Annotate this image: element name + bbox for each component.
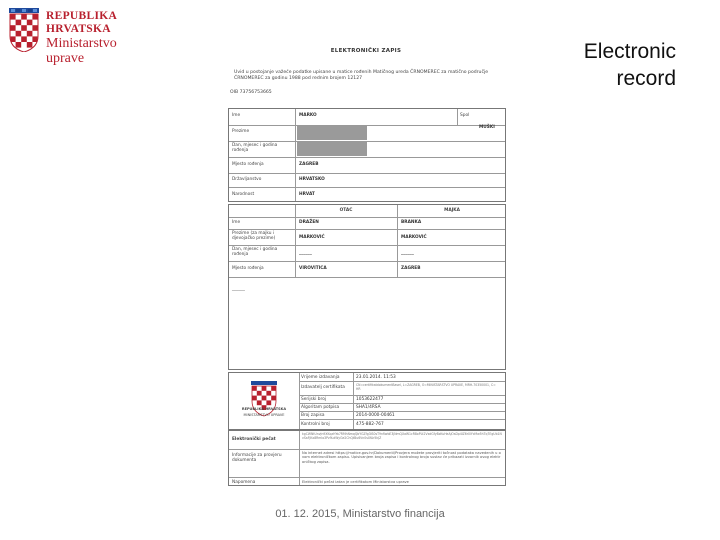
slide-title-line2: record <box>616 67 676 90</box>
label-name: Ime <box>232 113 241 118</box>
value-father-dob: ______ <box>299 251 312 256</box>
slide-title-line1: Electronic <box>583 40 676 63</box>
value-electronic-seal: kgCWNtUnvJn9XKqzHYa7RMhNmqQbYGZfg3lS0sT9nfIwbE3jNmQXaW1cR8oPLt2VxdGfyBzKuHeAjOsDp4iZ6r0lYcMw5hTq7EgUb1NvSaFjKx8RmIo3Pz9LdWyGe2ChQtBu6Vn0sXfAr5kJZ <box>302 432 502 440</box>
slide-footer: 01. 12. 2015, Ministarstvo financija <box>275 508 445 520</box>
value-citizenship: HRVATSKO <box>299 177 325 182</box>
label-sex: Spol <box>460 113 470 118</box>
redacted-surname <box>297 126 367 140</box>
label-certificate-issuer: Izdavatelj certifikata <box>301 385 345 390</box>
electronic-record-document <box>224 44 508 488</box>
label-serial-number: Serijski broj <box>301 397 327 402</box>
header-mother: MAJKA <box>444 208 460 213</box>
value-place-of-birth: ZAGREB <box>299 162 319 167</box>
label-issue-time: Vrijeme izdavanja <box>301 374 340 380</box>
slide-title <box>584 38 676 92</box>
value-mother-pob: ZAGREB <box>401 266 421 271</box>
value-control-number: 475-882-767 <box>356 422 384 427</box>
verification-table <box>228 430 506 486</box>
value-certificate-issuer: CN=certifikatdokumentBasel, L=ZAGREB, O=MINISTARSTVO UPRAVE, MRH-70350001, C=HR <box>356 383 496 391</box>
label-surname: Prezime <box>232 129 250 134</box>
value-father-surname: MARKOVIĆ <box>299 235 325 240</box>
value-signature-algorithm: SHA1/4RSA <box>356 405 381 410</box>
label-verification-info: Informacije za provjeru dokumenta <box>232 453 282 463</box>
ministry-logo <box>8 8 178 66</box>
seal-coat-of-arms-icon <box>247 381 281 417</box>
label-parent-dob: Dan, mjesec i godina rođenja <box>232 247 278 257</box>
logo-text <box>46 10 178 66</box>
label-parent-name: Ime <box>232 220 241 225</box>
value-issue-time: 23.01.2014. 11:53 <box>356 374 396 380</box>
value-verification-info: Na internet adresi https://matice.gov.hr/Dokumenti/Provjera možete provjeriti točnost podataka navedenih u ovom elektroničkom zapisu. Upisivanjem broja zapisa i kontrolnog broja sustav će prikazati izvornik ovog elektroničkog zapisa. <box>302 451 501 464</box>
value-mother-dob: ______ <box>401 251 414 256</box>
label-note: Napomena <box>232 479 256 485</box>
label-signature-algorithm: Algoritam potpisa <box>301 405 340 410</box>
label-citizenship: Državljanstvo <box>232 177 262 182</box>
logo-line-administration: uprave <box>46 51 85 66</box>
logo-line-republic: REPUBLIKA HRVATSKA <box>46 10 117 35</box>
label-nationality: Narodnost <box>232 192 255 197</box>
document-title: ELEKTRONIČKI ZAPIS <box>330 48 402 54</box>
label-parent-surname: Prezime (za majku i djevojačko prezime) <box>232 231 276 241</box>
value-serial-number: 1053622477 <box>356 397 384 402</box>
document-oib: OIB 73756753665 <box>230 90 272 95</box>
label-parent-pob: Mjesto rođenja <box>232 266 264 271</box>
value-remarks: ______ <box>232 287 245 292</box>
parents-table <box>228 204 506 370</box>
redacted-dob <box>297 142 367 156</box>
value-sex: MUŠKI <box>479 125 495 130</box>
value-mother-name: BRANKA <box>401 220 422 225</box>
person-table <box>228 108 506 202</box>
value-record-number: 2014-0000-00461 <box>356 413 395 418</box>
value-note: Elektronički pečat izdan je certifikatom Ministarstva uprave <box>302 479 409 484</box>
value-father-pob: VIROVITICA <box>299 266 327 271</box>
value-father-name: DRAŽEN <box>299 220 319 225</box>
seal-caption-republic: REPUBLIKA HRVATSKA <box>241 407 287 411</box>
value-nationality: HRVAT <box>299 192 315 197</box>
logo-line-ministry: Ministarstvo <box>46 36 117 51</box>
croatian-coat-of-arms-icon <box>8 8 40 52</box>
value-name: MARKO <box>299 113 317 118</box>
document-intro: Uvid u postojanje važeće podatke upisane u matice rođenih Matičnog ureda ČRNOMEREC za matično područje ČRNOMEREC za godinu 1988 pod rednim brojem 12127 <box>234 70 489 81</box>
header-father: OTAC <box>339 208 353 213</box>
label-record-number: Broj zapisa <box>301 413 325 418</box>
value-mother-surname: MARKOVIĆ <box>401 235 427 240</box>
seal-caption-ministry: MINISTARSTVO UPRAVE <box>243 413 285 417</box>
issuer-table <box>228 372 506 430</box>
label-place-of-birth: Mjesto rođenja <box>232 162 264 167</box>
label-electronic-seal: Elektronički pečat <box>232 437 276 442</box>
label-dob: Dan, mjesec i godina rođenja <box>232 143 278 153</box>
label-control-number: Kontrolni broj <box>301 422 330 427</box>
